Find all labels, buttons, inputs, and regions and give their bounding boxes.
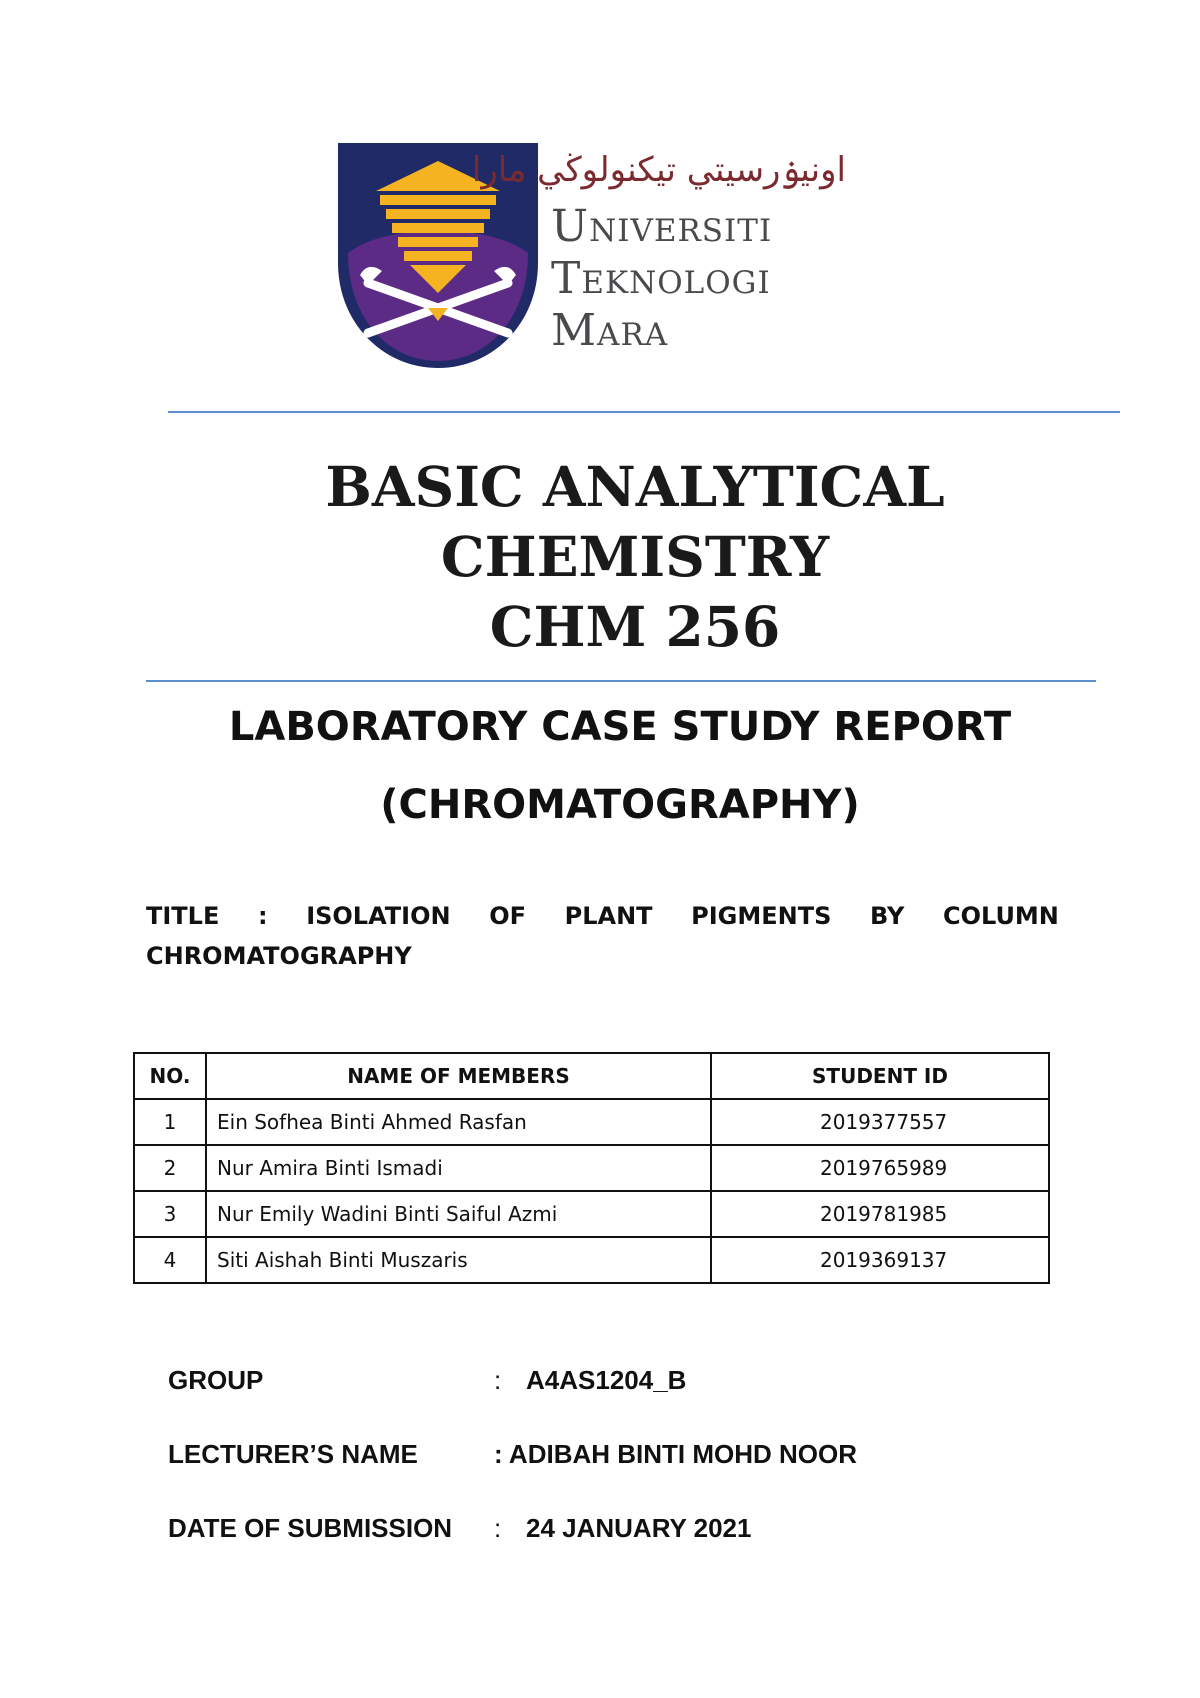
university-wordmark: [551, 201, 772, 357]
university-logo: [338, 143, 878, 368]
title-word: OF: [489, 902, 527, 930]
row-student-id: 2019765989: [711, 1145, 1049, 1191]
table-row: [134, 1237, 1049, 1283]
experiment-title: [146, 896, 1059, 976]
lecturer-value: : ADIBAH BINTI MOHD NOOR: [494, 1439, 858, 1469]
course-code: CHM 256: [489, 594, 781, 659]
row-student-id: 2019369137: [711, 1237, 1049, 1283]
row-name: Siti Aishah Binti Muszaris: [206, 1237, 711, 1283]
date-value: 24 JANUARY 2021: [526, 1513, 752, 1543]
title-word: TITLE: [146, 902, 220, 930]
members-table: [133, 1052, 1050, 1284]
title-word: COLUMN: [942, 902, 1059, 930]
table-row: [134, 1099, 1049, 1145]
course-name: BASIC ANALYTICAL CHEMISTRY: [325, 454, 945, 589]
row-no: 1: [134, 1099, 206, 1145]
lecturer-label: LECTURER’S NAME: [168, 1439, 418, 1469]
course-title: [130, 452, 1140, 662]
header-student-id: STUDENT ID: [711, 1053, 1049, 1099]
divider-bottom: [146, 680, 1096, 682]
group-label: GROUP: [168, 1365, 264, 1395]
group-value: A4AS1204_B: [526, 1365, 687, 1395]
title-word: :: [257, 902, 268, 930]
row-no: 2: [134, 1145, 206, 1191]
date-colon: :: [494, 1513, 502, 1543]
arabic-name-logotype: [471, 143, 851, 193]
row-no: 3: [134, 1191, 206, 1237]
table-row: [134, 1145, 1049, 1191]
row-student-id: 2019781985: [711, 1191, 1049, 1237]
title-word: BY: [870, 902, 905, 930]
group-colon: :: [494, 1365, 502, 1395]
wordmark-line-3: Mara: [551, 305, 669, 356]
row-student-id: 2019377557: [711, 1099, 1049, 1145]
title-line-2: CHROMATOGRAPHY: [146, 942, 412, 970]
row-name: Ein Sofhea Binti Ahmed Rasfan: [206, 1099, 711, 1145]
header-name: NAME OF MEMBERS: [206, 1053, 711, 1099]
row-name: Nur Emily Wadini Binti Saiful Azmi: [206, 1191, 711, 1237]
row-no: 4: [134, 1237, 206, 1283]
date-label: DATE OF SUBMISSION: [168, 1513, 453, 1543]
table-row: [134, 1191, 1049, 1237]
wordmark-line-1: Universiti: [551, 201, 773, 252]
row-name: Nur Amira Binti Ismadi: [206, 1145, 711, 1191]
report-subject: (CHROMATOGRAPHY): [380, 782, 860, 828]
wordmark-line-2: Teknologi: [551, 253, 771, 304]
divider-top: [168, 411, 1120, 413]
arabic-text: اونيۏرسيتي تيكنولوڬي مارا: [471, 150, 846, 190]
header-no: NO.: [134, 1053, 206, 1099]
title-line-1: [146, 896, 1059, 936]
report-title: [140, 688, 1100, 844]
title-word: PIGMENTS: [691, 902, 832, 930]
title-word: ISOLATION: [306, 902, 451, 930]
title-word: PLANT: [564, 902, 653, 930]
table-header-row: [134, 1053, 1049, 1099]
report-type: LABORATORY CASE STUDY REPORT: [228, 704, 1012, 750]
